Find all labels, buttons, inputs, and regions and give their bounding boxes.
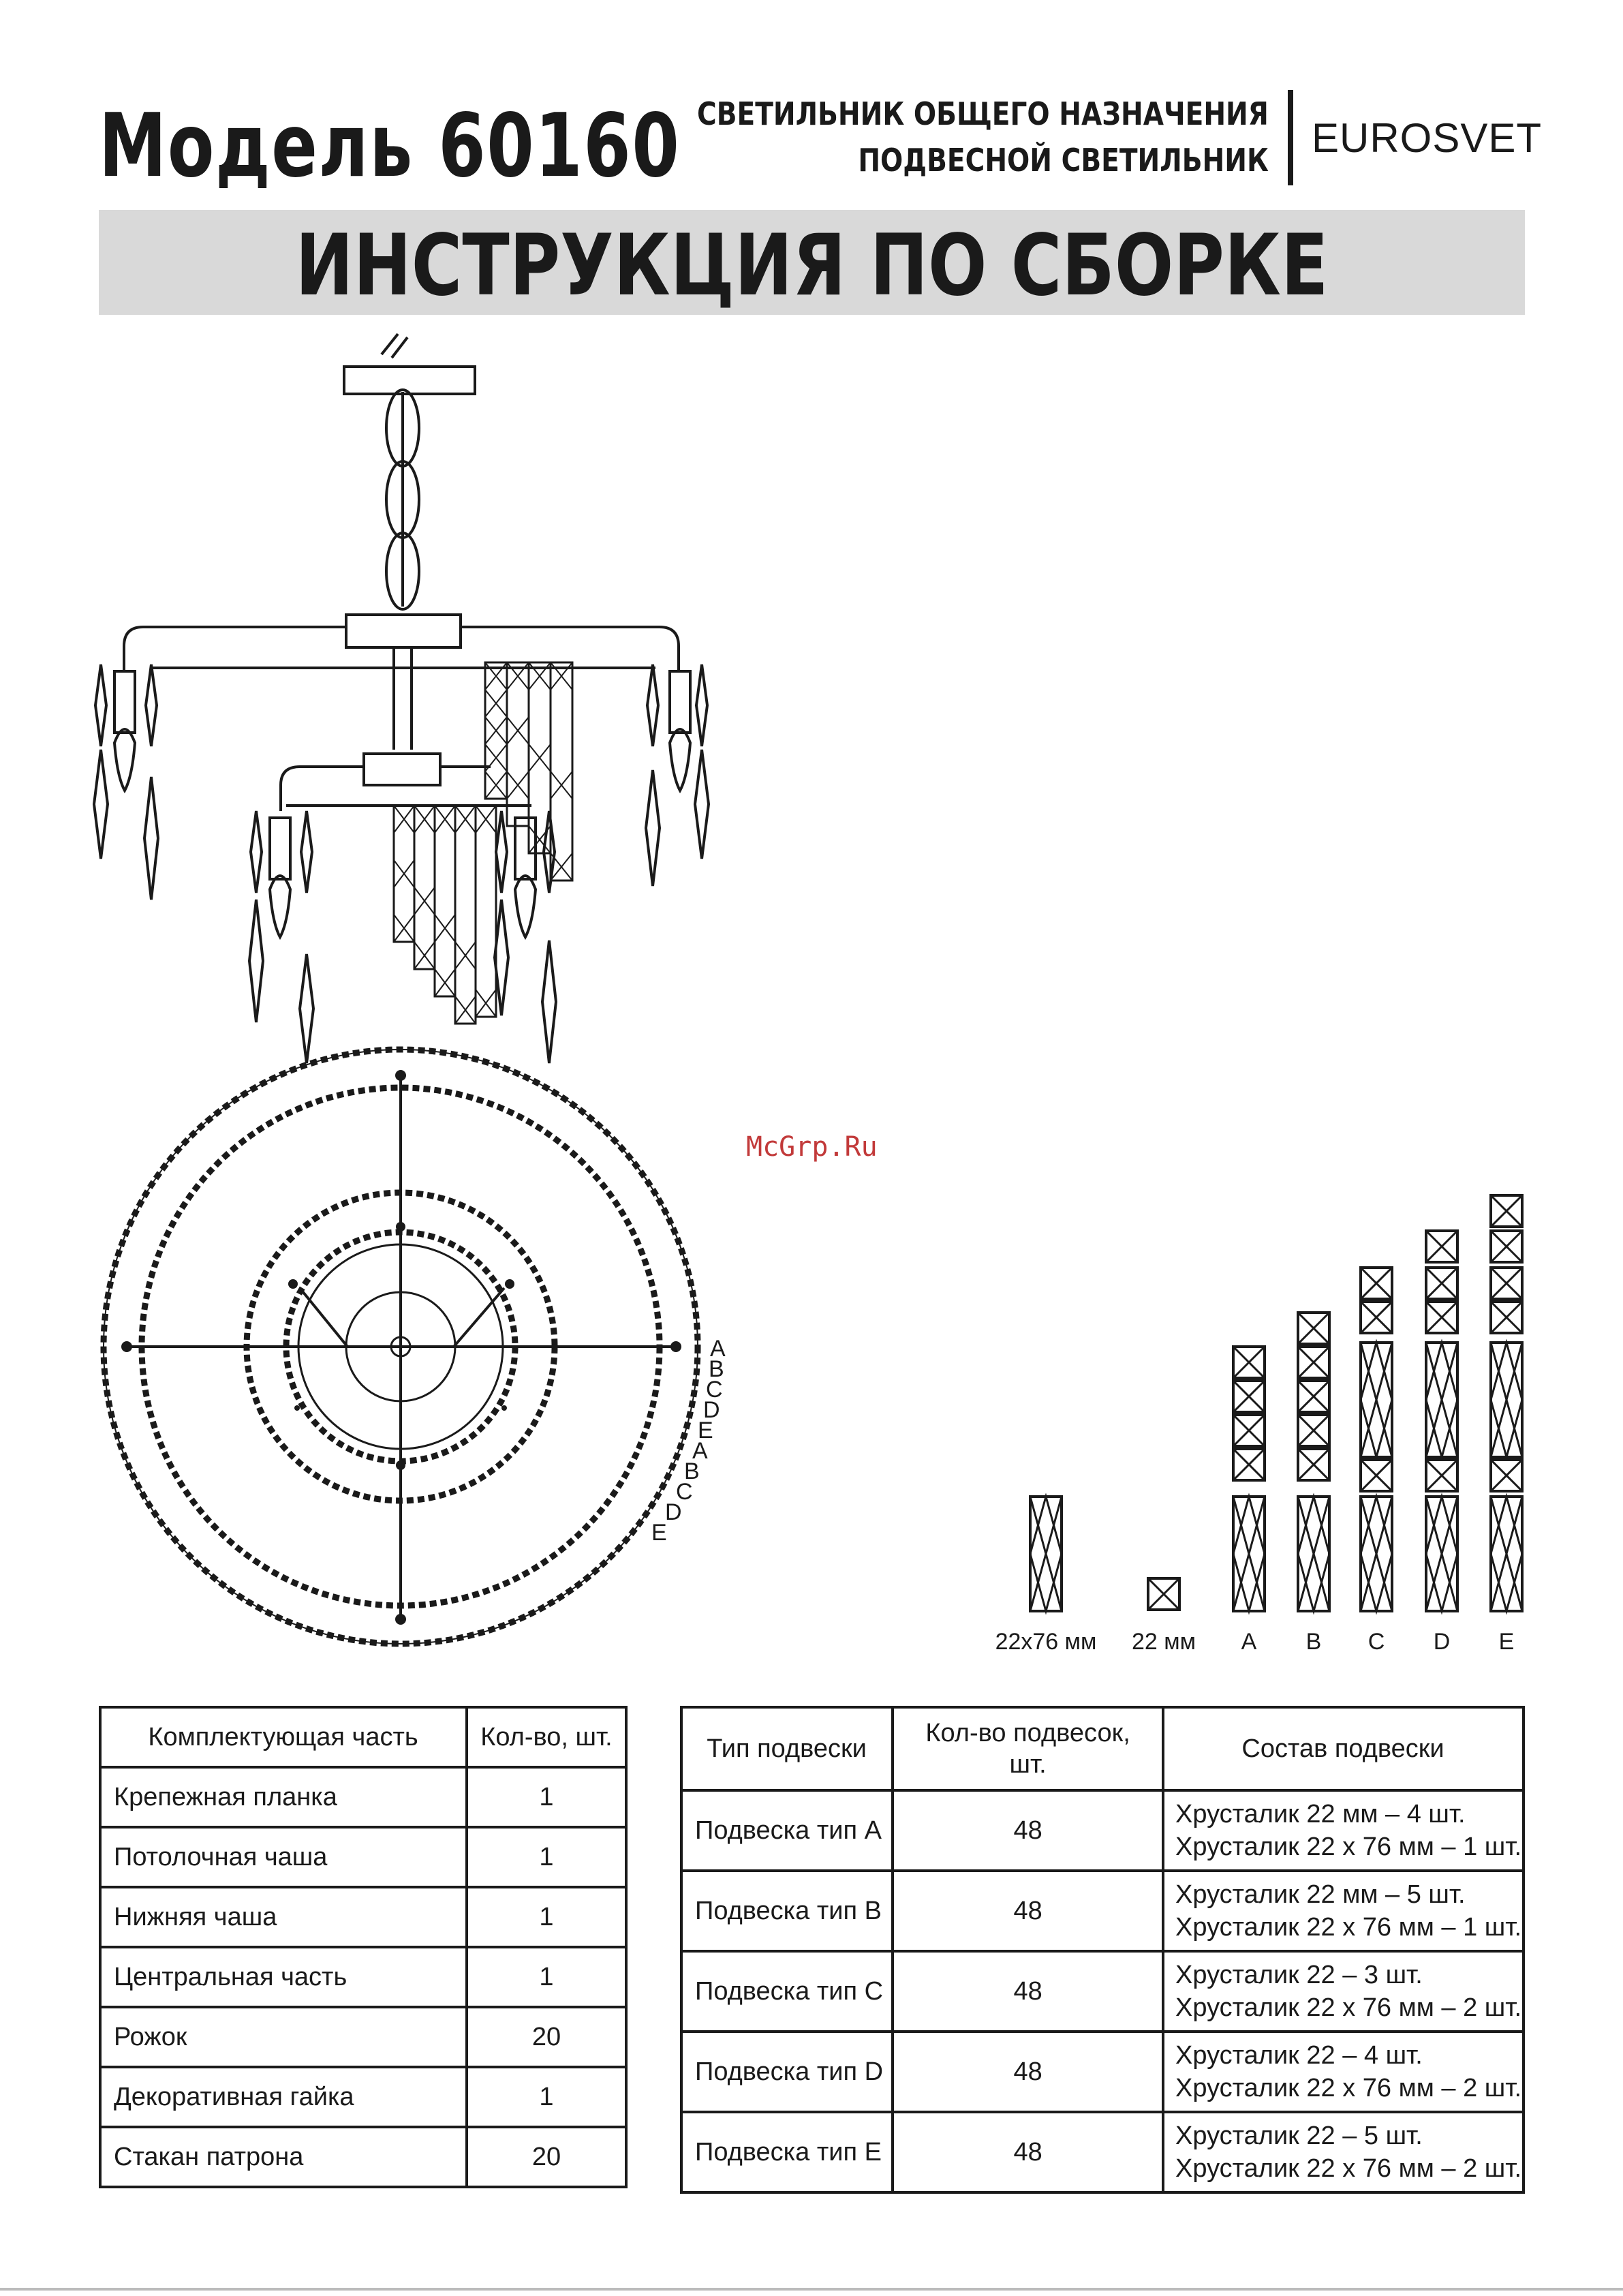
watermark: McGrp.Ru [746,1131,878,1163]
ring-label: C [706,1377,723,1403]
composition-line: Хрусталик 22 – 3 шт. [1175,1961,1423,1989]
bottom-rule [0,2288,1623,2291]
banner-title: ИНСТРУКЦИЯ ПО СБОРКЕ [295,217,1329,315]
model-title: Модель 60160 [99,95,681,197]
pendant-type: Подвеска тип B [681,1871,893,1951]
part-qty: 1 [467,1887,626,1947]
ring-label: E [698,1418,713,1443]
part-name: Потолочная чаша [100,1827,467,1887]
part-qty: 1 [467,1767,626,1827]
pendant-composition [1163,2112,1524,2192]
composition-line: Хрусталик 22 – 5 шт. [1175,2122,1423,2150]
pendant-qty: 48 [893,1790,1163,1871]
pendant-label: 22х76 мм [995,1629,1097,1655]
pendant-type: Подвеска тип A [681,1790,893,1871]
table-row [681,1790,1524,1871]
part-name: Крепежная планка [100,1767,467,1827]
pendant-label: C [1367,1629,1385,1655]
pendant-composition [1163,1871,1524,1951]
pendant-table [680,1706,1525,2194]
composition-line: Хрусталик 22 х 76 мм – 2 шт. [1175,2074,1521,2102]
column-header: Кол-во, шт. [467,1707,626,1767]
column-header: Тип подвески [681,1707,893,1790]
pendant-composition [1163,1951,1524,2032]
ring-label: C [676,1479,693,1505]
part-name: Нижняя чаша [100,1887,467,1947]
part-name: Стакан патрона [100,2127,467,2187]
subtitle-line1: СВЕТИЛЬНИК ОБЩЕГО НАЗНАЧЕНИЯ [697,95,1269,132]
brand-logo: EUROSVET [1312,115,1543,161]
composition-line: Хрусталик 22 – 4 шт. [1175,2041,1423,2070]
part-name: Декоративная гайка [100,2067,467,2127]
parts-table [99,1706,628,2188]
table-row [100,1887,626,1947]
ring-label: E [651,1520,667,1546]
part-name: Центральная часть [100,1947,467,2007]
composition-line: Хрусталик 22 х 76 мм – 1 шт. [1175,1833,1521,1861]
table-row [100,1827,626,1887]
composition-line: Хрусталик 22 мм – 5 шт. [1175,1880,1466,1909]
table-row [100,2127,626,2187]
table-row [681,2032,1524,2112]
pendant-label: D [1433,1629,1451,1655]
composition-line: Хрусталик 22 х 76 мм – 2 шт. [1175,2154,1521,2183]
ring-label: D [665,1499,682,1525]
pendant-label: E [1498,1629,1515,1655]
table-row [681,1951,1524,2032]
ring-label: D [703,1397,720,1423]
pendant-qty: 48 [893,1871,1163,1951]
composition-line: Хрусталик 22 мм – 4 шт. [1175,1800,1466,1828]
table-header-row [681,1707,1524,1790]
pendant-label: 22 мм [1131,1629,1196,1655]
pendant-composition [1163,1790,1524,1871]
ring-label: B [684,1458,700,1484]
column-header: Кол-во подвесок, шт. [893,1707,1163,1790]
part-qty: 1 [467,1827,626,1887]
pendant-qty: 48 [893,1951,1163,2032]
part-name: Рожок [100,2007,467,2067]
pendant-type: Подвеска тип E [681,2112,893,2192]
ring-label: A [692,1438,708,1464]
table-row [100,1767,626,1827]
composition-line: Хрусталик 22 х 76 мм – 2 шт. [1175,1993,1521,2022]
pendant-type: Подвеска тип C [681,1951,893,2032]
column-header: Состав подвески [1163,1707,1524,1790]
ring-label: A [710,1336,726,1362]
ring-label: B [709,1356,724,1382]
part-qty: 20 [467,2007,626,2067]
pendant-qty: 48 [893,2112,1163,2192]
table-header-row [100,1707,626,1767]
pendant-composition [1163,2032,1524,2112]
pendant-label: B [1305,1629,1322,1655]
composition-line: Хрусталик 22 х 76 мм – 1 шт. [1175,1913,1521,1942]
part-qty: 1 [467,2067,626,2127]
pendant-label: A [1241,1629,1257,1655]
pendant-qty: 48 [893,2032,1163,2112]
column-header: Комплектующая часть [100,1707,467,1767]
table-row [100,1947,626,2007]
subtitle-line2: ПОДВЕСНОЙ СВЕТИЛЬНИК [858,142,1269,179]
table-row [681,1871,1524,1951]
table-row [100,2007,626,2067]
part-qty: 1 [467,1947,626,2007]
pendant-type: Подвеска тип D [681,2032,893,2112]
part-qty: 20 [467,2127,626,2187]
table-row [100,2067,626,2127]
table-row [681,2112,1524,2192]
